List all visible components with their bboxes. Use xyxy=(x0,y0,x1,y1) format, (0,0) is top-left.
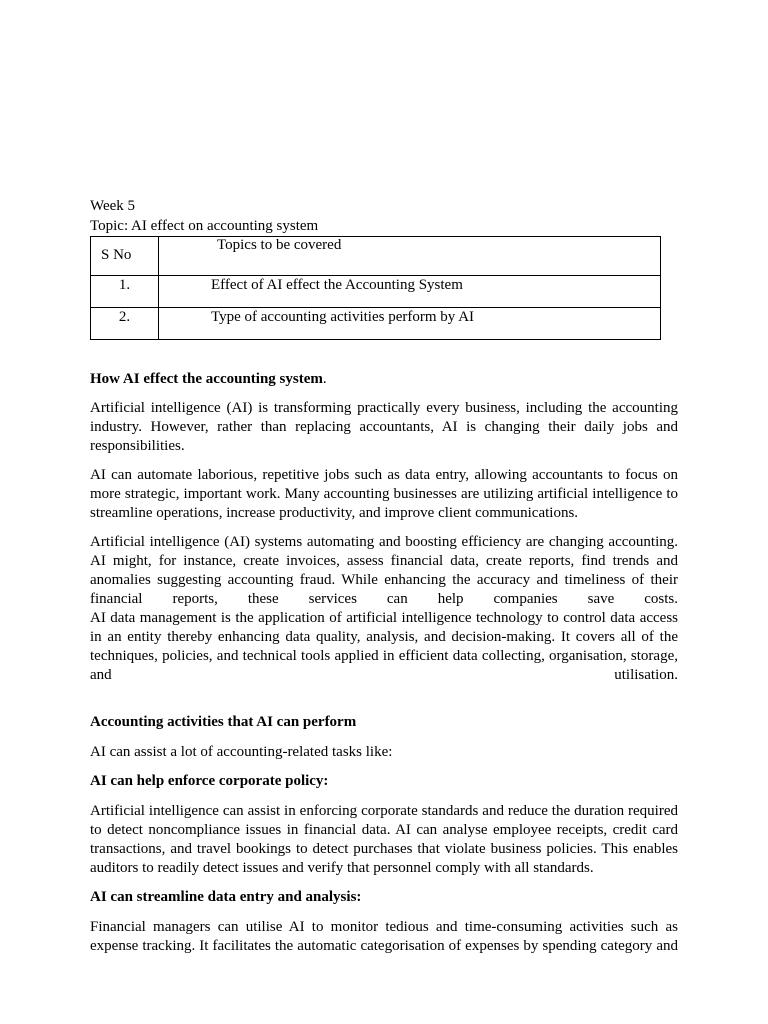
section-heading-ai-effect xyxy=(90,370,678,389)
paragraph: Artificial intelligence can assist in enforcing corporate standards and reduce the duration required to detect noncompliance issues in financial data. AI can analyse employee receipts, credit card transactions, and travel bookings to detect purchases that violate business policies. This enables auditors to readily detect issues and verify that personnel comply with all standards. xyxy=(90,803,678,876)
header-topics: Topics to be covered xyxy=(159,237,661,276)
row-topic: Type of accounting activities perform by AI xyxy=(159,308,661,340)
topic-label: Topic: xyxy=(90,218,129,234)
table-row xyxy=(91,308,661,340)
paragraph: AI data management is the application of artificial intelligence technology to control data access in an entity thereby enhancing data quality, analysis, and decision-making. It covers all of the techniques, policies, and technical tools applied in efficient data collecting, organisation, storage, and utilisation. xyxy=(90,610,678,683)
subheading-data-entry: AI can streamline data entry and analysis: xyxy=(90,889,362,905)
section-heading-activities: Accounting activities that AI can perform xyxy=(90,714,357,730)
row-topic: Effect of AI effect the Accounting System xyxy=(159,276,661,308)
heading-text: How AI effect the accounting system xyxy=(90,371,323,387)
week-label: Week 5 xyxy=(90,198,136,214)
topics-table xyxy=(90,236,661,340)
header-sno: S No xyxy=(91,237,159,276)
paragraph: Artificial intelligence (AI) is transforming practically every business, including the accounting industry. However, rather than replacing accountants, AI is changing their daily jobs and responsibilities. xyxy=(90,400,678,454)
row-number: 2. xyxy=(91,308,159,340)
document-page xyxy=(90,195,678,956)
paragraph: AI can automate laborious, repetitive jobs such as data entry, allowing accountants to focus on more strategic, important work. Many accounting businesses are utilizing artificial intelligence to streamline operations, increase productivity, and improve client communications. xyxy=(90,467,678,521)
subheading-corporate-policy: AI can help enforce corporate policy: xyxy=(90,773,329,789)
row-number: 1. xyxy=(91,276,159,308)
topic-value: AI effect on accounting system xyxy=(128,218,319,234)
topic-line xyxy=(90,217,678,236)
paragraph: Artificial intelligence (AI) systems automating and boosting efficiency are changing accounting. AI might, for instance, create invoices, assess financial data, create reports, find trends and anomalies suggesting accounting fraud. While enhancing the accuracy and timeliness of their financial reports, these services can help companies save costs. xyxy=(90,534,678,607)
heading-period: . xyxy=(322,371,327,387)
paragraph: Financial managers can utilise AI to monitor tedious and time-consuming activities such as expense tracking. It facilitates the automatic categorisation of expenses by spending category and xyxy=(90,919,678,954)
table-row xyxy=(91,276,661,308)
table-header-row xyxy=(91,237,661,276)
paragraph-intro: AI can assist a lot of accounting-related tasks like: xyxy=(90,744,393,760)
